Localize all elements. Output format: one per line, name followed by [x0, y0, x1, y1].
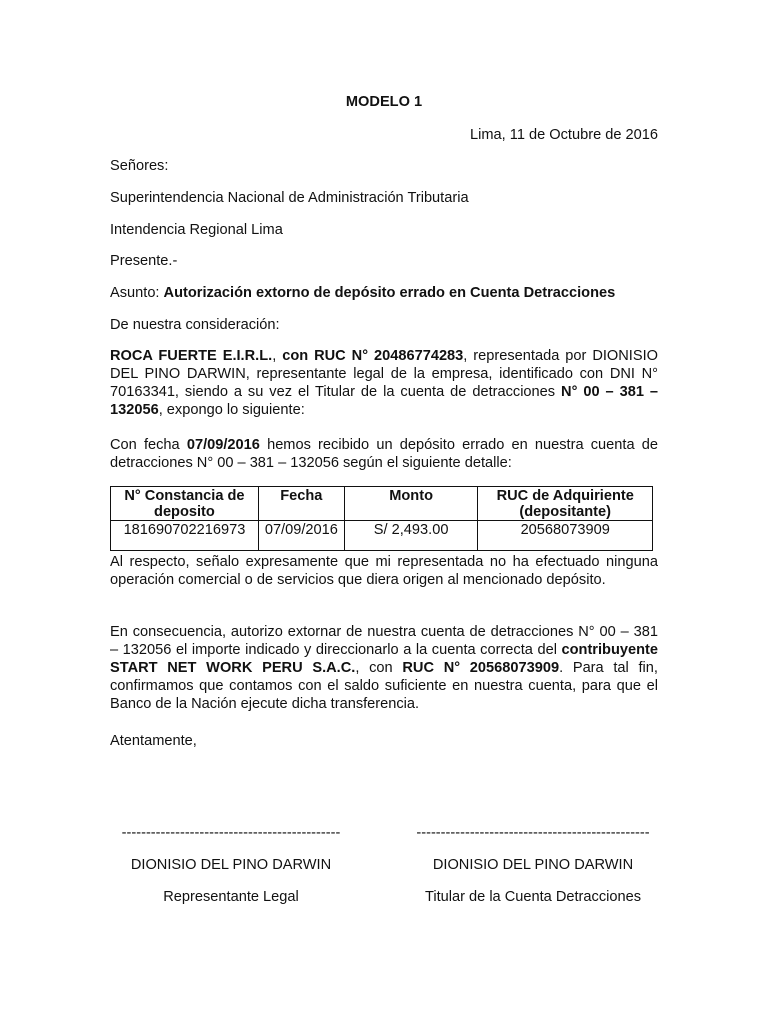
recipient-unit: Intendencia Regional Lima [110, 222, 283, 238]
subject-label: Asunto: [110, 285, 164, 301]
signature-role-2: Titular de la Cuenta Detracciones [424, 889, 642, 905]
subject-line [110, 284, 615, 302]
signature-line-2: ------------------------------------------------ [416, 825, 650, 841]
presente-line: Presente.- [110, 253, 178, 269]
p4-mid: , con [355, 660, 403, 676]
p1-separator: , [272, 348, 283, 364]
salutation: Señores: [110, 158, 169, 174]
paragraph-identification [110, 347, 658, 419]
header-monto: Monto [344, 487, 478, 521]
p4-start: En consecuencia, autorizo extornar de nuestra cuenta de detracciones N° 00 – 381 – 132056 el importe indicado y direccionarlo a la cuenta correcta del [110, 624, 658, 658]
company-ruc: con RUC N° 20486774283 [282, 348, 464, 364]
closing: Atentamente, [110, 733, 197, 749]
paragraph-authorization [110, 623, 658, 713]
table-header-row [111, 487, 653, 521]
greeting: De nuestra consideración: [110, 317, 280, 333]
signature-line-1: --------------------------------------------- [121, 825, 341, 841]
recipient-organization: Superintendencia Nacional de Administración Tributaria [110, 190, 469, 206]
contributor-name: contribuyente START NET WORK PERU S.A.C. [110, 642, 658, 676]
signature-role-1: Representante Legal [163, 889, 299, 905]
cell-fecha: 07/09/2016 [258, 521, 344, 551]
signature-name-2: DIONISIO DEL PINO DARWIN [432, 857, 634, 873]
deposit-detail-table [110, 486, 653, 551]
header-ruc: RUC de Adquiriente (depositante) [478, 487, 653, 521]
header-constancia: N° Constancia de deposito [111, 487, 259, 521]
header-fecha: Fecha [258, 487, 344, 521]
table-row [111, 521, 653, 551]
p2-end: hemos recibido un depósito errado en nuestra cuenta de detracciones N° 00 – 381 – 132056 según el siguiente detalle: [110, 437, 658, 471]
contributor-ruc: RUC N° 20568073909 [402, 660, 560, 676]
deposit-date: 07/09/2016 [186, 437, 260, 453]
cell-constancia: 181690702216973 [111, 521, 259, 551]
cell-ruc: 20568073909 [478, 521, 653, 551]
p4-end: . Para tal fin, confirmamos que contamos con el saldo suficiente en nuestra cuenta, para que el Banco de la Nación ejecute dicha transferencia. [110, 660, 658, 712]
p1-end: , expongo lo siguiente: [158, 402, 305, 418]
p1-body: , representada por DIONISIO DEL PINO DARWIN, representante legal de la empresa, identificado con DNI N° 70163341, siendo a su vez el Titular de la cuenta de detracciones [110, 348, 658, 400]
paragraph-declaration: Al respecto, señalo expresamente que mi representada no ha efectuado ninguna operación comercial o de servicios que diera origen al mencionado depósito. [110, 554, 658, 588]
p2-start: Con fecha [110, 437, 187, 453]
account-number: N° 00 – 381 – 132056 [110, 384, 658, 418]
paragraph-deposit [110, 436, 658, 472]
company-name: ROCA FUERTE E.I.R.L. [110, 348, 273, 364]
document-title: MODELO 1 [345, 94, 423, 110]
cell-monto: S/ 2,493.00 [344, 521, 478, 551]
subject-text: Autorización extorno de depósito errado en Cuenta Detracciones [163, 285, 616, 301]
signature-name-1: DIONISIO DEL PINO DARWIN [130, 857, 332, 873]
letter-date: Lima, 11 de Octubre de 2016 [470, 127, 658, 143]
